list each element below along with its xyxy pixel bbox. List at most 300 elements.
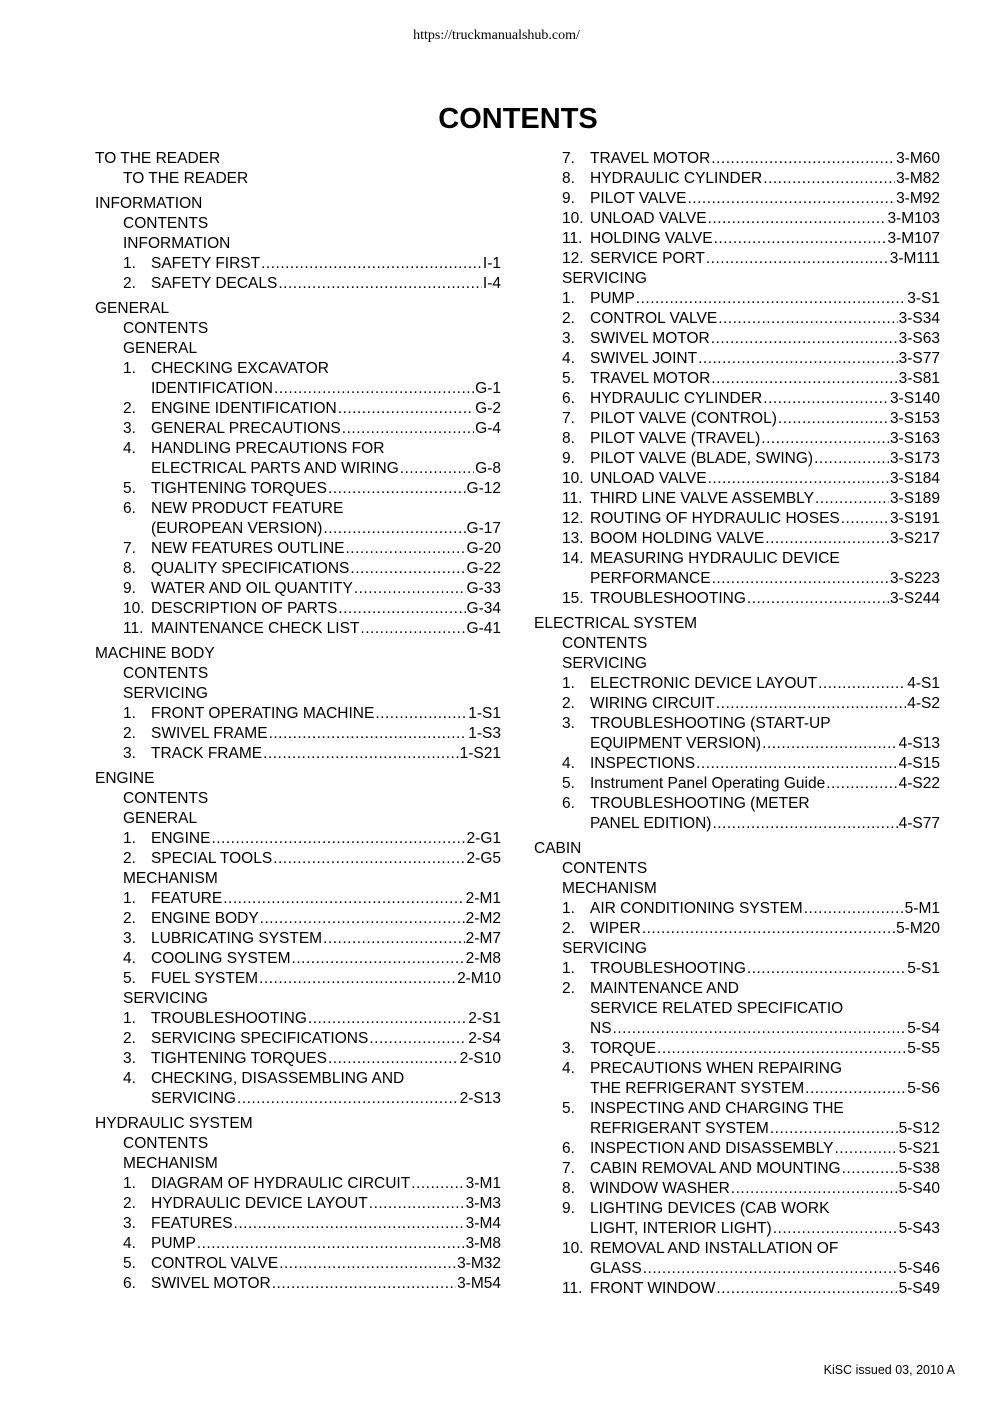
toc-entry[interactable] [95,969,501,989]
page-reference[interactable]: 2-G1 [466,830,501,847]
toc-entry [534,1239,940,1259]
entry-title: (EUROPEAN VERSION) [151,520,323,537]
toc-entry[interactable] [95,1194,501,1214]
toc-entry[interactable] [95,1254,501,1274]
entry-title: PERFORMANCE [590,570,711,587]
page-title: CONTENTS [438,103,598,135]
page-reference[interactable]: G-8 [475,460,501,477]
toc-entry[interactable] [534,529,940,549]
entry-number: 4. [562,1060,575,1077]
toc-entry[interactable] [95,1009,501,1029]
dot-leader [197,1234,465,1254]
page-reference[interactable]: 3-M1 [465,1175,501,1192]
entry-title: PANEL EDITION) [590,815,712,832]
entry-number: 1. [123,890,136,907]
entry-number: 4. [562,755,575,772]
toc-entry[interactable] [95,929,501,949]
toc-entry-continuation[interactable] [95,519,501,539]
subsection-heading: GENERAL [123,340,198,357]
toc-right-column [534,149,940,1299]
entry-number: 2. [562,310,575,327]
dot-leader [261,254,482,274]
page-reference[interactable]: 3-M8 [465,1235,501,1252]
entry-number: 5. [123,480,136,497]
page-reference[interactable]: 3-M103 [887,210,940,227]
toc-entry[interactable] [534,209,940,229]
entry-title: TRACK FRAME [151,745,263,762]
toc-entry [95,1069,501,1089]
entry-title: CHECKING, DISASSEMBLING AND [151,1070,405,1087]
toc-entry [534,714,940,734]
toc-entry[interactable] [95,559,501,579]
toc-entry[interactable] [95,909,501,929]
entry-number: 2. [562,920,575,937]
page-reference[interactable]: G-2 [475,400,501,417]
toc-entry[interactable] [95,1214,501,1234]
page-reference[interactable]: G-22 [466,560,501,577]
entry-title: MAINTENANCE CHECK LIST [151,620,360,637]
page-reference[interactable]: 3-S191 [890,510,940,527]
entry-number: 7. [562,410,575,427]
entry-title: PILOT VALVE (TRAVEL) [590,430,761,447]
entry-number: 1. [123,360,136,377]
page-reference[interactable]: 2-M7 [465,930,501,947]
toc-entry[interactable] [534,589,940,609]
toc-entry[interactable] [95,539,501,559]
entry-title: TORQUE [590,1040,657,1057]
page-reference[interactable]: 3-S140 [890,390,940,407]
toc-entry[interactable] [534,1279,940,1299]
entry-number: 5. [562,775,575,792]
entry-title: TRAVEL MOTOR [590,370,711,387]
toc-entry-continuation[interactable] [534,1079,940,1099]
toc-entry[interactable] [534,369,940,389]
entry-title: WIPER [590,920,641,937]
entry-title: FUEL SYSTEM [151,970,259,987]
toc-entry-continuation[interactable] [95,379,501,399]
toc-entry-continuation[interactable] [534,569,940,589]
entry-number: 11. [123,620,144,637]
toc-entry[interactable] [534,1179,940,1199]
dot-leader [223,889,464,909]
dot-leader [778,409,889,429]
toc-entry[interactable] [534,329,940,349]
entry-title: SERVICE RELATED SPECIFICATIO [590,1000,844,1017]
page-reference[interactable]: 5-M1 [904,900,940,917]
entry-number: 4. [123,1070,136,1087]
subsection-heading: MECHANISM [562,880,657,897]
dot-leader [234,1214,465,1234]
entry-number: 3. [562,715,575,732]
toc-entry[interactable] [95,579,501,599]
page-reference[interactable]: 2-S10 [459,1050,501,1067]
page-reference[interactable]: 2-G5 [466,850,501,867]
toc-entry [534,549,940,569]
entry-title: Instrument Panel Operating Guide [590,775,826,792]
dot-leader [354,579,466,599]
toc-entry [534,1059,940,1079]
toc-entry[interactable] [95,744,501,764]
entry-number: 1. [562,290,575,307]
page-reference[interactable]: 3-M32 [457,1255,501,1272]
dot-leader [360,619,465,639]
toc-entry[interactable] [534,1039,940,1059]
page-reference[interactable]: 3-S153 [890,410,940,427]
page-reference[interactable]: 2-M1 [465,890,501,907]
entry-title: TROUBLESHOOTING (START-UP [590,715,831,732]
entry-title: DIAGRAM OF HYDRAULIC CIRCUIT [151,1175,411,1192]
toc-entry[interactable] [534,429,940,449]
entry-number: 2. [123,850,136,867]
page-reference[interactable]: 3-S244 [890,590,940,607]
entry-title: PRECAUTIONS WHEN REPAIRING [590,1060,843,1077]
entry-title: GLASS [590,1260,642,1277]
entry-title: WATER AND OIL QUANTITY [151,580,353,597]
page-reference[interactable]: 3-M3 [465,1195,501,1212]
entry-title: HYDRAULIC CYLINDER [590,390,763,407]
page-reference[interactable]: G-17 [466,520,501,537]
page-reference[interactable]: 3-S81 [898,370,940,387]
entry-number: 6. [123,500,136,517]
dot-leader [696,754,898,774]
page-reference[interactable]: 3-M60 [896,150,940,167]
entry-title: FRONT OPERATING MACHINE [151,705,375,722]
page-reference[interactable]: 5-S5 [907,1040,940,1057]
toc-entry[interactable] [95,1174,501,1194]
toc-entry-continuation[interactable] [534,814,940,834]
entry-number: 2. [123,275,136,292]
page-reference[interactable]: 3-S63 [898,330,940,347]
toc-entry[interactable] [95,1234,501,1254]
entry-number: 11. [562,490,583,507]
toc-entry[interactable] [95,889,501,909]
page-reference[interactable]: 3-S163 [890,430,940,447]
section-heading: MACHINE BODY [95,645,215,662]
entry-title: PILOT VALVE (CONTROL) [590,410,777,427]
page-reference[interactable]: 3-S189 [890,490,940,507]
page-reference[interactable]: G-4 [475,420,501,437]
page-reference[interactable]: 3-M92 [896,190,940,207]
entry-title: GENERAL PRECAUTIONS [151,420,341,437]
toc-entry-continuation[interactable] [534,1259,940,1279]
section-heading: TO THE READER [95,150,221,167]
entry-number: 3. [123,745,136,762]
dot-leader [350,559,465,579]
page-reference[interactable]: 5-S1 [907,960,940,977]
page-reference[interactable]: 2-M8 [465,950,501,967]
toc-entry[interactable] [95,829,501,849]
page-reference[interactable]: 5-S46 [898,1260,940,1277]
section-heading: CABIN [534,840,582,857]
entry-title: WIRING CIRCUIT [590,695,715,712]
page-reference[interactable]: 3-S217 [890,530,940,547]
entry-number: 12. [562,250,584,267]
entry-title: HYDRAULIC CYLINDER [590,170,763,187]
entry-title: SAFETY DECALS [151,275,278,292]
page-reference[interactable]: 3-S1 [907,290,940,307]
toc-entry[interactable] [534,899,940,919]
entry-title: COOLING SYSTEM [151,950,291,967]
page-reference[interactable]: 3-M111 [889,250,940,267]
page-reference[interactable]: 4-S13 [898,735,940,752]
toc-entry [95,499,501,519]
toc-entry[interactable] [534,229,940,249]
page-reference[interactable]: 2-S13 [459,1090,501,1107]
page-reference[interactable]: 3-S173 [890,450,940,467]
toc-entry[interactable] [534,754,940,774]
entry-title: ELECTRICAL PARTS AND WIRING [151,460,399,477]
page-reference[interactable]: 2-S4 [468,1030,501,1047]
toc-entry[interactable] [534,349,940,369]
dot-leader [308,1009,467,1029]
dot-leader [323,519,465,539]
entry-title: NEW FEATURES OUTLINE [151,540,345,557]
entry-number: 9. [123,580,136,597]
dot-leader [718,309,897,329]
page-reference[interactable]: G-34 [466,600,501,617]
entry-number: 11. [562,230,583,247]
page-reference[interactable]: 3-S77 [898,350,940,367]
toc-entry[interactable] [534,1159,940,1179]
entry-title: SWIVEL MOTOR [590,330,710,347]
dot-leader [338,599,465,619]
entry-title: UNLOAD VALVE [590,470,707,487]
page-reference[interactable]: 1-S21 [459,745,501,762]
dot-leader [711,329,898,349]
entry-title: SPECIAL TOOLS [151,850,273,867]
toc-entry[interactable] [534,249,940,269]
page-reference[interactable]: G-12 [466,480,501,497]
page-reference[interactable]: 5-S21 [898,1140,940,1157]
dot-leader [761,429,889,449]
dot-leader [345,539,465,559]
toc-entry-continuation[interactable] [534,1119,940,1139]
toc-entry[interactable] [534,509,940,529]
toc-entry[interactable] [534,449,940,469]
entry-title: IDENTIFICATION [151,380,273,397]
entry-number: 3. [123,1050,136,1067]
page-reference[interactable]: 4-S22 [898,775,940,792]
dot-leader [731,1179,898,1199]
entry-title: BOOM HOLDING VALVE [590,530,765,547]
entry-number: 3. [123,930,136,947]
entry-title: FEATURE [151,890,223,907]
subsection-heading: MECHANISM [123,870,218,887]
page-reference[interactable]: 3-M4 [465,1215,501,1232]
entry-title: FEATURES [151,1215,233,1232]
entry-title: REMOVAL AND INSTALLATION OF [590,1240,839,1257]
dot-leader [342,419,474,439]
toc-entry[interactable] [95,849,501,869]
toc-entry[interactable] [534,919,940,939]
toc-entry[interactable] [534,694,940,714]
toc-entry[interactable] [534,674,940,694]
toc-entry[interactable] [95,1029,501,1049]
entry-title: TIGHTENING TORQUES [151,480,327,497]
toc-entry-continuation[interactable] [534,1219,940,1239]
page-reference[interactable]: I-4 [482,275,501,292]
entry-number: 2. [562,980,575,997]
dot-leader [763,169,895,189]
dot-leader [237,1089,459,1109]
page-reference[interactable]: 5-S40 [898,1180,940,1197]
dot-leader [274,379,474,399]
toc-entry[interactable] [534,469,940,489]
entry-title: PUMP [590,290,635,307]
entry-number: 3. [562,330,575,347]
toc-entry[interactable] [95,599,501,619]
page-reference[interactable]: 3-S223 [890,570,940,587]
entry-number: 1. [123,830,136,847]
toc-entry[interactable] [95,254,501,274]
toc-entry [534,794,940,814]
toc-entry[interactable] [534,309,940,329]
entry-title: TRAVEL MOTOR [590,150,711,167]
entry-number: 2. [123,1030,136,1047]
page-reference[interactable]: 5-S12 [898,1120,940,1137]
dot-leader [716,694,906,714]
page-reference[interactable]: G-1 [475,380,501,397]
page-reference[interactable]: 1-S1 [468,705,501,722]
page-reference[interactable]: 2-M2 [465,910,501,927]
entry-title: NEW PRODUCT FEATURE [151,500,344,517]
page-reference[interactable]: 2-M10 [457,970,501,987]
toc-entry[interactable] [534,774,940,794]
page-reference[interactable]: G-20 [466,540,501,557]
toc-entry-continuation[interactable] [95,1089,501,1109]
toc-entry[interactable] [95,479,501,499]
page-reference[interactable]: 4-S77 [898,815,940,832]
dot-leader [642,919,895,939]
entry-title: AIR CONDITIONING SYSTEM [590,900,803,917]
dot-leader [842,1159,898,1179]
page-reference[interactable]: 3-M54 [457,1275,501,1292]
toc-entry[interactable] [95,704,501,724]
toc-entry[interactable] [95,1274,501,1294]
toc-entry-continuation[interactable] [95,459,501,479]
entry-number: 8. [562,430,575,447]
page-reference[interactable]: 3-M82 [896,170,940,187]
page-reference[interactable]: 2-S1 [468,1010,501,1027]
dot-leader [375,704,467,724]
page-reference[interactable]: 3-S184 [890,470,940,487]
entry-number: 1. [562,960,575,977]
entry-number: 1. [562,675,575,692]
toc-entry[interactable] [95,724,501,744]
entry-title: CABIN REMOVAL AND MOUNTING [590,1160,841,1177]
entry-title: TIGHTENING TORQUES [151,1050,327,1067]
entry-title: TROUBLESHOOTING [590,590,746,607]
entry-title: TROUBLESHOOTING (METER [590,795,810,812]
subsection-heading: CONTENTS [562,860,648,877]
page-reference[interactable]: 5-M20 [896,920,940,937]
dot-leader [826,774,897,794]
dot-leader [818,674,906,694]
entry-number: 1. [123,255,136,272]
entry-title: PILOT VALVE [590,190,687,207]
page-reference[interactable]: I-1 [482,255,501,272]
dot-leader [698,349,898,369]
entry-title: PILOT VALVE (BLADE, SWING) [590,450,814,467]
subsection-heading: SERVICING [562,940,647,957]
toc-entry[interactable] [95,949,501,969]
toc-entry[interactable] [95,619,501,639]
toc-entry[interactable] [95,1049,501,1069]
dot-leader [706,249,889,269]
page-reference[interactable]: 3-S34 [898,310,940,327]
subsection-heading: GENERAL [123,810,198,827]
entry-title: MAINTENANCE AND [590,980,739,997]
toc-entry[interactable] [95,274,501,294]
dot-leader [711,149,895,169]
page-reference[interactable]: 5-S6 [907,1080,940,1097]
dot-leader [814,449,889,469]
entry-number: 2. [123,1195,136,1212]
page-reference[interactable]: 5-S4 [907,1020,940,1037]
page-reference[interactable]: 3-M107 [887,230,940,247]
entry-title: SERVICING SPECIFICATIONS [151,1030,369,1047]
toc-entry[interactable] [95,399,501,419]
toc-entry[interactable] [534,189,940,209]
page-reference[interactable]: G-41 [466,620,501,637]
entry-number: 2. [123,400,136,417]
page-reference[interactable]: 5-S49 [898,1280,940,1297]
page-reference[interactable]: 1-S3 [468,725,501,742]
dot-leader [711,369,897,389]
toc-entry-continuation[interactable] [534,1019,940,1039]
dot-leader [712,814,897,834]
toc-entry[interactable] [534,959,940,979]
entry-title: SAFETY FIRST [151,255,261,272]
dot-leader [279,1254,456,1274]
toc-entry[interactable] [534,389,940,409]
toc-entry-continuation[interactable] [534,734,940,754]
page-reference[interactable]: G-33 [466,580,501,597]
toc-entry[interactable] [534,489,940,509]
entry-number: 3. [123,420,136,437]
page-reference[interactable]: 4-S2 [907,695,940,712]
dot-leader [804,899,904,919]
page-reference[interactable]: 5-S43 [898,1220,940,1237]
toc-entry[interactable] [534,289,940,309]
entry-title: REFRIGERANT SYSTEM [590,1120,769,1137]
dot-leader [708,469,889,489]
entry-number: 5. [562,370,575,387]
entry-number: 12. [562,510,584,527]
dot-leader [636,289,906,309]
entry-number: 10. [562,470,584,487]
entry-title: LIGHT, INTERIOR LIGHT) [590,1220,772,1237]
section-heading: HYDRAULIC SYSTEM [95,1115,253,1132]
toc-entry[interactable] [534,169,940,189]
entry-number: 4. [562,350,575,367]
entry-number: 3. [562,1040,575,1057]
toc-entry[interactable] [534,149,940,169]
entry-number: 4. [123,1235,136,1252]
entry-title: EQUIPMENT VERSION) [590,735,762,752]
page-reference[interactable]: 5-S38 [898,1160,940,1177]
toc-entry[interactable] [534,409,940,429]
dot-leader [292,949,465,969]
entry-number: 6. [562,1140,575,1157]
toc-entry[interactable] [534,1139,940,1159]
page-reference[interactable]: 4-S15 [898,755,940,772]
subsection-heading: SERVICING [123,685,208,702]
dot-leader [273,849,465,869]
section-heading: INFORMATION [95,195,203,212]
page-reference[interactable]: 4-S1 [907,675,940,692]
toc-entry[interactable] [95,419,501,439]
